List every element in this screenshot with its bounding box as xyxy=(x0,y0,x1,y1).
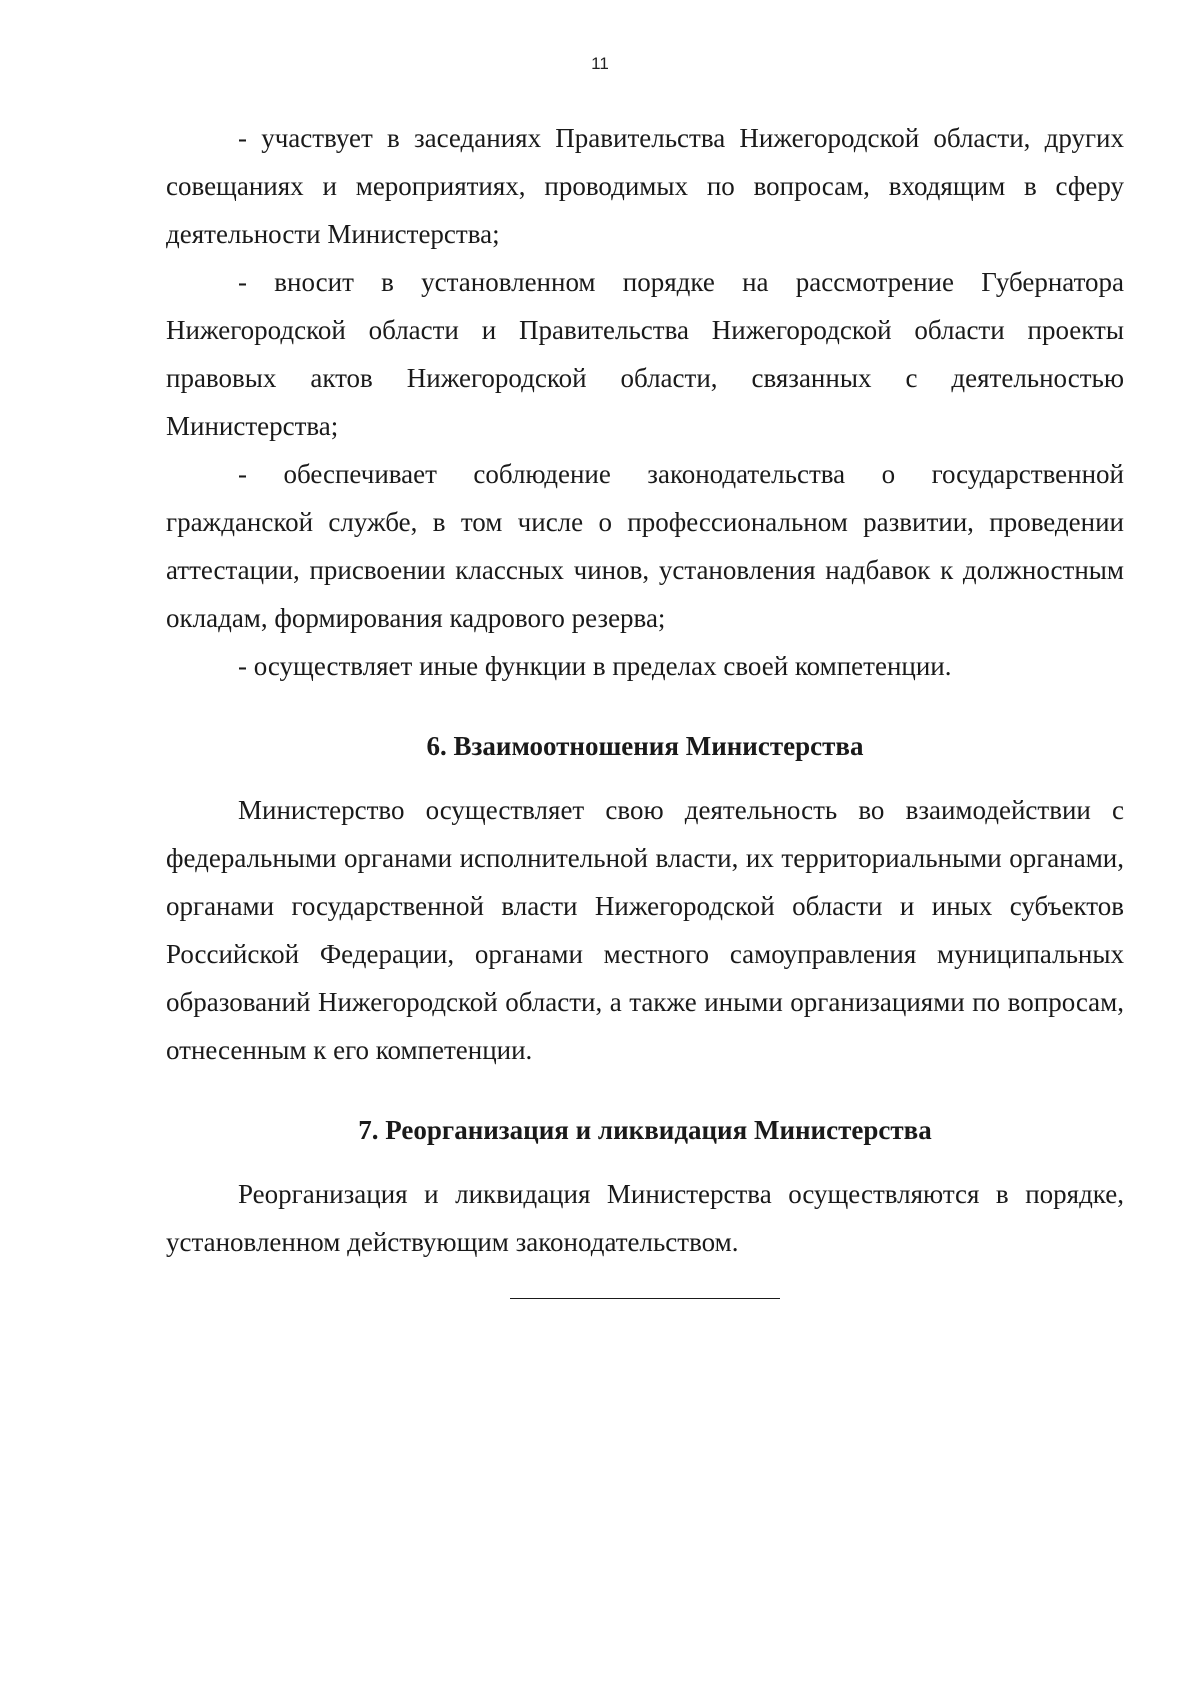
paragraph-other-functions: - осуществляет иные функции в пределах своей компетенции. xyxy=(238,651,952,681)
paragraph-participation: - участвует в заседаниях Правительства Нижегородской области, других совещаниях и мероприятиях, проводимых по вопросам, входящим в сферу деятельности Министерства; xyxy=(166,123,1124,249)
section-7-text: Реорганизация и ликвидация Министерства осуществляются в порядке, установленном действующим законодательством. xyxy=(166,1179,1124,1257)
paragraph-civil-service: - обеспечивает соблюдение законодательства о государственной гражданской службе, в том числе о профессиональном развитии, проведении аттестации, присвоении классных чинов, установления надбавок к должностным окладам, формирования кадрового резерва; xyxy=(166,459,1124,633)
section-6-text: Министерство осуществляет свою деятельность во взаимодействии с федеральными органами исполнительной власти, их территориальными органами, органами государственной власти Нижегородской области и иных субъектов Российской Федерации, органами местного самоуправления муниципальных образований Нижегородской области, а также иными организациями по вопросам, отнесенным к его компетенции. xyxy=(166,795,1124,1065)
document-body xyxy=(166,114,1124,1299)
section-6-heading: 6. Взаимоотношения Министерства xyxy=(426,731,864,761)
end-rule-divider xyxy=(510,1298,780,1299)
paragraph-submits-projects: - вносит в установленном порядке на рассмотрение Губернатора Нижегородской области и Правительства Нижегородской области проекты правовых актов Нижегородской области, связанных с деятельностью Министерства; xyxy=(166,267,1124,441)
page-number: 11 xyxy=(591,54,609,73)
section-7-heading: 7. Реорганизация и ликвидация Министерства xyxy=(358,1115,932,1145)
